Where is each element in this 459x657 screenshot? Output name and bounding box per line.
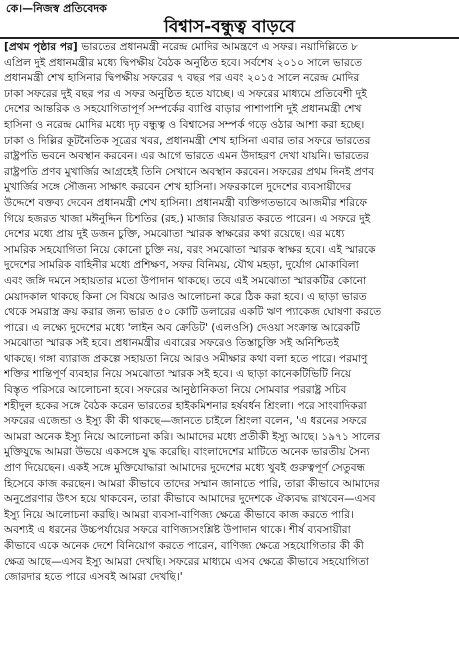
article-line-text: আমরা অনেক ইস্যু নিয়ে আলোচনা করি। আমাদের মধ্যে প্রতীকী ইস্যু আছে। ১৯৭১ সালের <box>4 430 381 443</box>
divider <box>0 37 459 39</box>
article-line <box>4 383 456 399</box>
article-line-text: কীভাবে একে অনেক দেশে বিনিয়োগ করতে পারেন, বাণিজ্য ক্ষেত্রে সহযোগিতার কী কী <box>4 540 364 552</box>
article-line-text: হাসিনা ও নরেন্দ্র মোদির মধ্যে দৃঢ় বন্ধুত্ব ও বিশ্বাসের সম্পর্ক গড়ে ওঠার আশা করা হচ্ছে। <box>4 118 365 131</box>
article-line-text: মুক্তিযুদ্ধে আমরা উভয়ে একসঙ্গে যুদ্ধ করেছি। বাংলাদেশের মাটিতে অনেক ভারতীয় সৈন্য <box>4 446 370 459</box>
article-line <box>4 445 456 461</box>
article-line <box>4 56 456 72</box>
article-line <box>4 274 456 290</box>
article-line <box>4 492 456 508</box>
article-line <box>4 134 456 150</box>
article-line <box>4 227 456 243</box>
article-line <box>4 461 456 477</box>
article-line <box>4 508 456 524</box>
article-line-text: প্রধানমন্ত্রী শেখ হাসিনার দ্বিপক্ষীয় সফরের ৭ বছর পর এবং ২০১৫ সালে নরেন্দ্র মোদির <box>4 72 360 85</box>
article-line <box>4 570 456 586</box>
article-line <box>4 102 456 118</box>
article-line <box>4 352 456 368</box>
article-line <box>4 430 456 446</box>
article-line-text: ঢাকা ও দিল্লির কূটনৈতিক সূত্রের খবর, প্রধানমন্ত্রী শেখ হাসিনা এবার তার সফরে ভারতের <box>4 134 371 147</box>
article-line-text: মেয়াদকাল থাকছে কিনা সে বিষয়ে আরও আলোচনা করে ঠিক করা হবে। এ ছাড়া ভারত <box>4 290 367 303</box>
article-line-text: প্রাণ দিয়েছেন। একই সঙ্গে মুক্তিযোদ্ধারা আমাদের দুদেশের মধ্যে খুবই গুরুত্বপূর্ণ সেতুবন্ধ <box>4 462 365 475</box>
article-line-text: পারে। এ লক্ষ্যে দুদেশের মধ্যে 'লাইন অব ক্রেডিট' (এলওসি) দেওয়া সংক্রান্ত আরেকটি <box>4 321 360 334</box>
article-line <box>4 321 456 337</box>
article-line-text: ইস্যু নিয়ে আলোচনা করছি। আমরা ব্যবসা-বাণিজ্য ক্ষেত্রে কীভাবে কাজ করতে পারি। <box>4 508 354 521</box>
article-line-text: শহীদুল হকের সঙ্গে বৈঠক করেন ভারতের হাইকমিশনার হর্ষবর্ধন শ্রিংলা। পরে সাংবাদিকরা <box>4 399 367 412</box>
article-line <box>4 414 456 430</box>
article-line-text: অনুপ্রেরণার উৎস হয়ে থাকবেন, তারা কীভাবে আমাদের দুদেশকে ঐক্যবদ্ধ রাখবেন—এসব <box>4 493 376 506</box>
continuation-label: [প্রথম পৃষ্ঠার পর] <box>4 41 82 53</box>
article-line <box>4 212 456 228</box>
article-line <box>4 118 456 134</box>
article-line-text: অবশ্যই এ ধরনের উচ্চপর্যায়ের সফরে বাণিজ্যসংশ্লিষ্ট উপাদান থাকে। শীর্ষ ব্যবসায়ীরা <box>4 524 351 537</box>
article-line <box>4 71 456 87</box>
article-body <box>4 40 456 586</box>
article-line <box>4 523 456 539</box>
article-line-text: রাষ্ট্রপতি ভবনে অবস্থান করবেন। এর আগে ভারতে এমন উদাহরণ দেখা যায়নি। ভারতের <box>4 150 369 163</box>
article-line-text: দেশের আন্তরিক ও সহযোগিতাপূর্ণ সম্পর্কের ব্যাপ্তি বাড়ার পাশাপাশি দুই প্রধানমন্ত্রী শেখ <box>4 103 362 116</box>
article-line-text: সফরের এজেন্ডা ও ইস্যু কী কী থাকছে—জানতে চাইলে শ্রিংলা বলেন, 'এ ধরনের সফরে <box>4 415 367 428</box>
article-line-text: বিস্তৃত পরিসরে আলোচনা হবে। সফরের আনুষ্ঠানিকতা নিয়ে সোমবার পররাষ্ট্র সচিব <box>4 384 347 397</box>
article-line-text: রাষ্ট্রপতি প্রণব মুখার্জির আগ্রহেই তিনি সেখানে অবস্থান করবেন। সফরের প্রথম দিনই প্রণব <box>4 165 375 178</box>
article-line-text: দেশের মধ্যে প্রায় দুই ডজন চুক্তি, সমঝোতা স্মারক স্বাক্ষরের কথা রয়েছে। এর মধ্যে <box>4 228 345 241</box>
article-line <box>4 305 456 321</box>
article-line <box>4 555 456 571</box>
article-line-text: ক্ষেত্র আছে—এসব ইস্যু আমরা দেখছি। সফরের মাধ্যমে এসব ক্ষেত্রে কীভাবে সহযোগিতা <box>4 555 369 568</box>
article-line <box>4 40 456 56</box>
article-line <box>4 539 456 555</box>
article-line <box>4 87 456 103</box>
byline: কে।—নিজস্ব প্রতিবেদক <box>6 2 107 15</box>
article-line-text: উদ্দেশে বক্তব্য দেবেন প্রধানমন্ত্রী শেখ হাসিনা। প্রধানমন্ত্রী ব্যক্তিগতভাবে আজমীর শরিফে <box>4 196 368 209</box>
article-line-text: জোরদার হতে পারে এসবই আমরা দেখছি।' <box>4 571 183 584</box>
article-line-text: এপ্রিল দুই প্রধানমন্ত্রীর মধ্যে দ্বিপক্ষীয় বৈঠক অনুষ্ঠিত হবে। সর্বশেষ ২০১০ সালে ভারতে <box>4 56 363 69</box>
article-line <box>4 336 456 352</box>
article-line-text: থাকছে। গঙ্গা ব্যারাজ প্রকল্পে সহায়তা নিয়ে আরও সমীক্ষার কথা বলা হতে পারে। পরমাণু <box>4 352 368 365</box>
article-line-text: এবং জঙ্গি দমনে সহায়তার মতো উপাদান থাকছে। তবে এই সমঝোতা স্মারকটির কোনো <box>4 274 367 287</box>
article-line <box>4 290 456 306</box>
article-line-text: শক্তির শান্তিপূর্ণ ব্যবহার নিয়ে সমঝোতা স্মারক সই হবে। এ ছাড়া কানেকটিভিটি নিয়ে <box>4 368 352 381</box>
article-line-text: হিসেবে কাজ করছেন। আমরা কীভাবে তাদের সম্মান জানাতে পারি, তারা কীভাবে আমাদের <box>4 477 380 490</box>
article-line-text: মুখার্জির সঙ্গে সৌজন্য সাক্ষাৎ করবেন শেখ হাসিনা। সফরকালে দুদেশের ব্যবসায়ীদের <box>4 181 352 194</box>
article-line-text: দুদেশের সামরিক বাহিনীর মধ্যে প্রশিক্ষণ, সফর বিনিময়, যৌথ মহড়া, দুর্যোগ মোকাবিলা <box>4 259 359 272</box>
article-line <box>4 258 456 274</box>
article-line <box>4 477 456 493</box>
article-line <box>4 180 456 196</box>
headline: বিশ্বাস-বন্ধুত্ব বাড়বে <box>163 17 295 37</box>
article-line <box>4 196 456 212</box>
article-line-text: গিয়ে হজরত খাজা মঈনুদ্দিন চিশতির (রহ.) মাজার জিয়ারত করতে পারেন। এ সফরে দুই <box>4 212 371 225</box>
article-line-text: ভারতের প্রধানমন্ত্রী নরেন্দ্র মোদির আমন্ত্রণে এ সফর। নয়াদিল্লিতে ৮ <box>81 41 358 53</box>
article-line <box>4 165 456 181</box>
article-line <box>4 367 456 383</box>
article-line <box>4 243 456 259</box>
article-line-text: ঢাকা সফরের দুই বছর পর এ সফর অনুষ্ঠিত হতে যাচ্ছে। এ সফরের মাধ্যমে প্রতিবেশী দুই <box>4 87 367 100</box>
article-line-text: সামরিক সহযোগিতা নিয়ে কোনো চুক্তি নয়, বরং সমঝোতা স্মারক স্বাক্ষর হবে। এই স্মারকে <box>4 243 376 256</box>
article-line-text: থেকে সমরাস্ত্র ক্রয় করার জন্য ভারত ৫০ কোটি ডলারের একটি ঋণ প্যাকেজ ঘোষণা করতে <box>4 306 382 319</box>
article-line <box>4 149 456 165</box>
article-line <box>4 399 456 415</box>
article-line-text: সমঝোতা স্মারক সই হবে। প্রধানমন্ত্রীর এবারের সফরেও তিস্তাচুক্তি সই অনিশ্চিতই <box>4 337 340 350</box>
